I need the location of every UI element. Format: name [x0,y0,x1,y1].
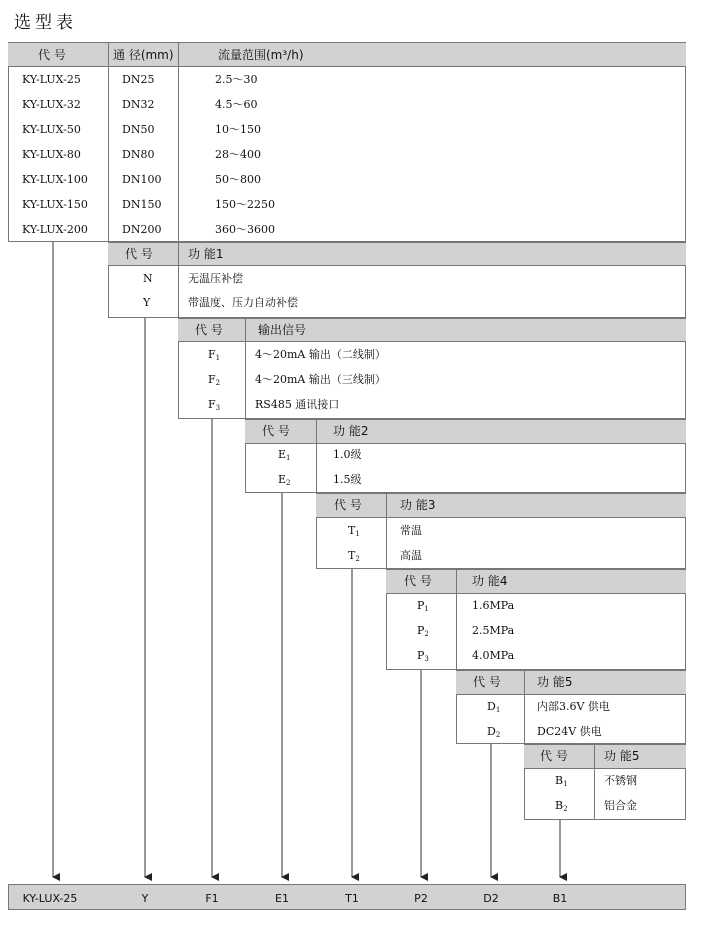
output-header-signal: 输出信号 [258,323,307,337]
example-model: KY-LUX-25 [22,892,78,905]
func1-code-y: Y [143,296,151,309]
diameter-cell: DN80 [122,148,155,161]
diameter-cell: DN32 [122,98,155,111]
func2-desc-cell: 1.5级 [333,473,362,486]
flow-range-cell: 2.5～30 [215,73,258,86]
func2-code-letter: E [278,448,287,461]
func1-code-n: N [143,272,153,285]
func4-code-subscript: 3 [424,655,429,663]
func4-desc-cell: 2.5MPa [472,624,515,637]
diameter-cell: DN100 [122,173,162,186]
func6-code-subscript: 2 [563,805,568,813]
flow-range-cell: 150～2250 [215,198,275,211]
output-desc-cell: 4～20mA 输出（二线制） [255,348,386,361]
func1-header-code: 代 号 [125,247,153,261]
model-code-cell: KY-LUX-50 [22,123,81,136]
example-func6: B1 [552,892,568,905]
func6-desc-cell: 铝合金 [604,799,637,812]
func4-code-letter: P [417,599,425,612]
func5-header-function: 功 能5 [537,675,573,689]
func2-code-letter: E [278,473,287,486]
func1-desc-y: 带温度、压力自动补偿 [188,296,298,309]
output-code-letter: F [208,373,216,386]
func3-desc-cell: 常温 [400,524,422,537]
func3-header-function: 功 能3 [400,498,436,512]
example-func5: D2 [483,892,499,905]
output-header-code: 代 号 [195,323,223,337]
example-func2: E1 [275,892,289,905]
header-flow-range: 流量范围(m³/h) [218,48,304,62]
func2-code-subscript: 2 [286,479,291,487]
diameter-cell: DN50 [122,123,155,136]
func4-code-subscript: 2 [424,630,429,638]
model-code-cell: KY-LUX-25 [22,73,81,86]
func6-header-function: 功 能5 [604,749,640,763]
flow-range-cell: 50～800 [215,173,261,186]
func6-code-letter: B [555,774,564,787]
model-code-cell: KY-LUX-200 [22,223,88,236]
model-code-cell: KY-LUX-80 [22,148,81,161]
diameter-cell: DN150 [122,198,162,211]
func1-header-function: 功 能1 [188,247,224,261]
func4-code-subscript: 1 [424,605,429,613]
func3-code-subscript: 2 [355,555,360,563]
func2-desc-cell: 1.0级 [333,448,362,461]
output-code-letter: F [208,348,216,361]
func6-code-letter: B [555,799,564,812]
header-diameter: 通 径(mm) [113,48,174,62]
func5-code-letter: D [487,700,496,713]
func5-desc-cell: DC24V 供电 [537,725,602,738]
func3-code-subscript: 1 [355,530,360,538]
flow-range-cell: 28～400 [215,148,261,161]
model-code-cell: KY-LUX-32 [22,98,81,111]
func1-desc-n: 无温压补偿 [188,272,243,285]
func4-code-letter: P [417,624,425,637]
flow-range-cell: 10～150 [215,123,261,136]
output-code-letter: F [208,398,216,411]
func5-code-subscript: 2 [495,731,501,739]
func5-header-code: 代 号 [473,675,501,689]
func2-header-code: 代 号 [262,424,290,438]
model-code-cell: KY-LUX-150 [22,198,88,211]
flow-range-cell: 4.5～60 [215,98,258,111]
func5-desc-cell: 内部3.6V 供电 [537,700,610,713]
output-code-subscript: 3 [215,404,221,412]
func4-header-function: 功 能4 [472,574,508,588]
output-code-subscript: 2 [215,379,221,387]
func6-code-subscript: 1 [563,780,568,788]
func4-code-letter: P [417,649,425,662]
func4-header-code: 代 号 [404,574,432,588]
func2-header-function: 功 能2 [333,424,369,438]
example-func4: P2 [414,892,428,905]
func2-code-subscript: 1 [286,454,291,462]
func3-code-letter: T [348,549,356,562]
example-output: F1 [205,892,219,905]
func5-code-letter: D [487,725,496,738]
example-func1: Y [141,892,149,905]
func6-desc-cell: 不锈钢 [604,774,637,787]
output-code-subscript: 1 [215,354,221,362]
diameter-cell: DN200 [122,223,162,236]
func4-desc-cell: 1.6MPa [472,599,515,612]
page-title: 选型表 [14,13,77,33]
diameter-cell: DN25 [122,73,155,86]
func3-desc-cell: 高温 [400,549,422,562]
flow-range-cell: 360～3600 [215,223,275,236]
model-code-cell: KY-LUX-100 [22,173,88,186]
func3-header-code: 代 号 [334,498,362,512]
output-desc-cell: 4～20mA 输出（三线制） [255,373,386,386]
func4-desc-cell: 4.0MPa [472,649,515,662]
output-desc-cell: RS485 通讯接口 [255,398,340,411]
header-code: 代 号 [38,48,66,62]
func6-header-code: 代 号 [540,749,568,763]
example-func3: T1 [345,892,359,905]
func5-code-subscript: 1 [495,706,501,714]
func3-code-letter: T [348,524,356,537]
